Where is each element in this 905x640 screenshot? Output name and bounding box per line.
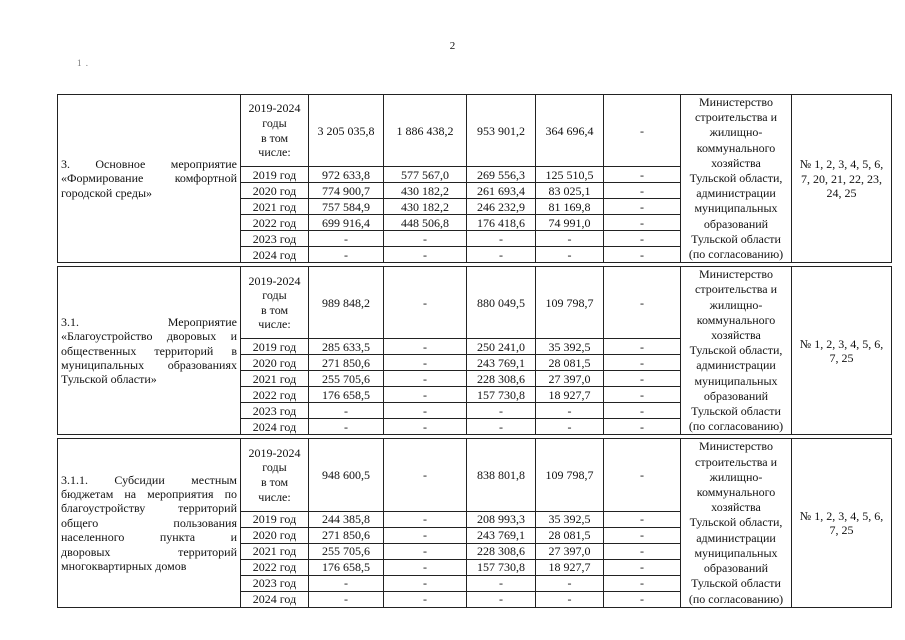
text-line: жилищно- xyxy=(709,297,763,312)
text-line: № 1, 2, 3, 4, 5, 6, xyxy=(799,157,884,172)
text-line: 2019-2024 xyxy=(248,445,301,460)
amount-cell: 35 392,5 xyxy=(536,339,604,355)
text-line: годы xyxy=(262,288,287,303)
text-line: годы xyxy=(262,460,287,475)
measure-name-line: городской среды» xyxy=(61,185,153,200)
amount-cell: - xyxy=(384,543,467,559)
amount-total: - xyxy=(604,439,681,511)
amount-cell: 774 900,7 xyxy=(309,183,384,199)
text-line: Министерство xyxy=(699,95,773,109)
amount-cell: - xyxy=(604,247,681,263)
year-label: 2020 год xyxy=(241,183,309,199)
amount-total: - xyxy=(604,95,681,167)
amount-total: - xyxy=(384,267,467,339)
amount-cell: - xyxy=(604,339,681,355)
amount-cell: - xyxy=(604,543,681,559)
measure-name-line: многоквартирных домов xyxy=(61,559,187,574)
amount-cell: 176 418,6 xyxy=(467,215,536,231)
amount-cell: 74 991,0 xyxy=(536,215,604,231)
amount-cell: 208 993,3 xyxy=(467,511,536,527)
amount-cell: 448 506,8 xyxy=(384,215,467,231)
year-label: 2023 год xyxy=(241,403,309,419)
amount-total: 3 205 035,8 xyxy=(309,95,384,167)
measure-name-line: благоустройству территорий xyxy=(61,501,237,516)
amount-total: - xyxy=(604,267,681,339)
amount-cell: - xyxy=(309,231,384,247)
measure-name xyxy=(58,439,241,607)
amount-cell: 27 397,0 xyxy=(536,543,604,559)
budget-table xyxy=(57,94,892,608)
amount-cell: 176 658,5 xyxy=(309,559,384,575)
amount-cell: - xyxy=(384,231,467,247)
amount-cell: - xyxy=(604,355,681,371)
amount-cell: 271 850,6 xyxy=(309,527,384,543)
text-line: коммунального xyxy=(696,312,776,327)
year-label: 2022 год xyxy=(241,387,309,403)
amount-cell: 28 081,5 xyxy=(536,527,604,543)
text-line: 24, 25 xyxy=(826,185,857,200)
amount-cell: - xyxy=(384,559,467,575)
amount-cell: - xyxy=(536,403,604,419)
year-label: 2021 год xyxy=(241,199,309,215)
year-label: 2024 год xyxy=(241,591,309,607)
measure-name xyxy=(58,95,241,263)
text-line: (по согласованию) xyxy=(688,419,784,434)
period-cell xyxy=(241,439,309,511)
amount-cell: - xyxy=(604,419,681,435)
text-line: Тульской области, xyxy=(689,515,783,530)
year-label: 2024 год xyxy=(241,419,309,435)
year-label: 2024 год xyxy=(241,247,309,263)
amount-cell: - xyxy=(536,419,604,435)
text-line: администрации xyxy=(696,186,776,201)
amount-cell: 243 769,1 xyxy=(467,527,536,543)
amount-cell: - xyxy=(467,591,536,607)
amount-cell: - xyxy=(384,387,467,403)
text-line: жилищно- xyxy=(709,125,763,140)
measure-name-line: 3. Основное мероприятие xyxy=(61,157,237,171)
amount-cell: 246 232,9 xyxy=(467,199,536,215)
amount-cell: - xyxy=(384,527,467,543)
executor-cell xyxy=(681,267,792,435)
amount-cell: - xyxy=(384,371,467,387)
amount-cell: 261 693,4 xyxy=(467,183,536,199)
text-line: муниципальных xyxy=(694,201,778,216)
amount-cell: - xyxy=(604,403,681,419)
amount-cell: 28 081,5 xyxy=(536,355,604,371)
measure-name-line: дворовых территорий xyxy=(61,544,237,559)
indicator-refs xyxy=(792,95,892,263)
text-line: Тульской области xyxy=(691,576,781,591)
text-line: администрации xyxy=(696,358,776,373)
amount-cell: 228 308,6 xyxy=(467,543,536,559)
text-line: 7, 25 xyxy=(829,350,854,365)
text-line: хозяйства xyxy=(711,328,761,343)
amount-cell: 125 510,5 xyxy=(536,167,604,183)
text-line: Министерство xyxy=(699,267,773,282)
amount-total: 953 901,2 xyxy=(467,95,536,167)
amount-cell: - xyxy=(604,215,681,231)
text-line: администрации xyxy=(696,530,776,545)
text-line: годы xyxy=(262,116,287,131)
amount-cell: 430 182,2 xyxy=(384,183,467,199)
amount-cell: - xyxy=(604,167,681,183)
text-line: хозяйства xyxy=(711,155,761,170)
text-line: № 1, 2, 3, 4, 5, 6, xyxy=(799,336,884,351)
year-label: 2022 год xyxy=(241,559,309,575)
amount-cell: - xyxy=(384,575,467,591)
text-line: Тульской области xyxy=(691,404,781,419)
text-line: 2019-2024 xyxy=(248,101,301,116)
text-line: № 1, 2, 3, 4, 5, 6, xyxy=(799,508,884,523)
amount-total: - xyxy=(384,439,467,511)
executor-cell xyxy=(681,439,792,607)
amount-cell: - xyxy=(536,247,604,263)
period-cell xyxy=(241,267,309,339)
amount-cell: - xyxy=(309,419,384,435)
amount-cell: - xyxy=(536,231,604,247)
amount-cell: 255 705,6 xyxy=(309,371,384,387)
amount-cell: - xyxy=(467,575,536,591)
text-line: числе: xyxy=(258,489,291,504)
indicator-refs xyxy=(792,439,892,607)
amount-cell: - xyxy=(604,575,681,591)
amount-cell: - xyxy=(467,231,536,247)
year-label: 2021 год xyxy=(241,371,309,387)
amount-cell: 18 927,7 xyxy=(536,559,604,575)
amount-total: 948 600,5 xyxy=(309,439,384,511)
amount-cell: 27 397,0 xyxy=(536,371,604,387)
text-line: строительства и xyxy=(695,454,777,469)
amount-cell: 18 927,7 xyxy=(536,387,604,403)
amount-cell: - xyxy=(604,591,681,607)
amount-cell: - xyxy=(384,403,467,419)
amount-cell: - xyxy=(384,419,467,435)
text-line: 7, 20, 21, 22, 23, xyxy=(801,171,882,186)
text-line: Министерство xyxy=(699,439,773,454)
amount-cell: - xyxy=(604,387,681,403)
year-label: 2021 год xyxy=(241,543,309,559)
amount-cell: - xyxy=(309,403,384,419)
amount-cell: 250 241,0 xyxy=(467,339,536,355)
text-line: муниципальных xyxy=(694,545,778,560)
text-line: 7, 25 xyxy=(829,523,854,538)
text-line: в том xyxy=(260,475,289,490)
year-label: 2020 год xyxy=(241,527,309,543)
amount-cell: - xyxy=(536,591,604,607)
amount-cell: 243 769,1 xyxy=(467,355,536,371)
amount-cell: - xyxy=(384,511,467,527)
amount-cell: - xyxy=(467,247,536,263)
amount-cell: 430 182,2 xyxy=(384,199,467,215)
amount-cell: 81 169,8 xyxy=(536,199,604,215)
text-line: в том xyxy=(260,130,289,145)
measure-name-line: населенного пункта и xyxy=(61,530,237,545)
text-line: образований xyxy=(703,388,769,403)
amount-cell: - xyxy=(604,559,681,575)
text-line: образований xyxy=(703,561,769,576)
indicator-refs xyxy=(792,267,892,435)
amount-cell: 244 385,8 xyxy=(309,511,384,527)
year-label: 2022 год xyxy=(241,215,309,231)
text-line: числе: xyxy=(258,317,291,332)
text-line: Тульской области xyxy=(691,231,781,246)
amount-total: 838 801,8 xyxy=(467,439,536,511)
text-line: в том xyxy=(260,302,289,317)
amount-cell: 577 567,0 xyxy=(384,167,467,183)
measure-name xyxy=(58,267,241,435)
text-line: хозяйства xyxy=(711,500,761,515)
amount-total: 364 696,4 xyxy=(536,95,604,167)
measure-name-line: общего пользования xyxy=(61,515,237,530)
amount-cell: - xyxy=(604,231,681,247)
amount-cell: 157 730,8 xyxy=(467,387,536,403)
amount-total: 989 848,2 xyxy=(309,267,384,339)
measure-name-line: бюджетам на мероприятия по xyxy=(61,487,237,502)
amount-cell: - xyxy=(604,371,681,387)
amount-cell: - xyxy=(309,591,384,607)
year-label: 2019 год xyxy=(241,167,309,183)
amount-cell: 35 392,5 xyxy=(536,511,604,527)
amount-cell: 757 584,9 xyxy=(309,199,384,215)
amount-cell: 269 556,3 xyxy=(467,167,536,183)
text-line: жилищно- xyxy=(709,469,763,484)
amount-total: 109 798,7 xyxy=(536,439,604,511)
measure-name-line: 3.1. Мероприятие xyxy=(61,314,237,329)
measure-name-line: «Формирование комфортной xyxy=(61,171,237,186)
amount-total: 109 798,7 xyxy=(536,267,604,339)
amount-cell: - xyxy=(309,247,384,263)
year-label: 2019 год xyxy=(241,511,309,527)
year-label: 2019 год xyxy=(241,339,309,355)
section-row xyxy=(58,267,892,339)
amount-cell: - xyxy=(467,403,536,419)
amount-cell: - xyxy=(384,339,467,355)
text-line: муниципальных xyxy=(694,373,778,388)
amount-cell: 699 916,4 xyxy=(309,215,384,231)
text-line: (по согласованию) xyxy=(688,247,784,262)
text-line: коммунального xyxy=(696,485,776,500)
amount-cell: 228 308,6 xyxy=(467,371,536,387)
amount-cell: 157 730,8 xyxy=(467,559,536,575)
measure-name-line: Тульской области» xyxy=(61,372,157,387)
amount-cell: 255 705,6 xyxy=(309,543,384,559)
amount-cell: - xyxy=(384,247,467,263)
section-row xyxy=(58,95,892,167)
text-line: 2019-2024 xyxy=(248,273,301,288)
period-cell xyxy=(241,95,309,167)
scan-mark: 1 . xyxy=(77,58,89,68)
measure-name-line: «Благоустройство дворовых и xyxy=(61,329,237,344)
text-line: Тульской области, xyxy=(689,343,783,358)
amount-cell: - xyxy=(384,591,467,607)
page-number: 2 xyxy=(449,40,456,52)
section-row xyxy=(58,439,892,511)
amount-cell: - xyxy=(309,575,384,591)
amount-cell: - xyxy=(536,575,604,591)
text-line: строительства и xyxy=(695,110,777,125)
amount-cell: - xyxy=(604,511,681,527)
amount-cell: - xyxy=(467,419,536,435)
year-label: 2020 год xyxy=(241,355,309,371)
year-label: 2023 год xyxy=(241,575,309,591)
amount-cell: 271 850,6 xyxy=(309,355,384,371)
amount-total: 880 049,5 xyxy=(467,267,536,339)
amount-total: 1 886 438,2 xyxy=(384,95,467,167)
amount-cell: - xyxy=(604,183,681,199)
executor-cell xyxy=(681,95,792,263)
amount-cell: - xyxy=(384,355,467,371)
amount-cell: - xyxy=(604,527,681,543)
measure-name-line: общественных территорий в xyxy=(61,343,237,358)
text-line: числе: xyxy=(258,145,291,160)
text-line: Тульской области, xyxy=(689,171,783,186)
text-line: (по согласованию) xyxy=(688,591,784,606)
year-label: 2023 год xyxy=(241,231,309,247)
text-line: коммунального xyxy=(696,140,776,155)
amount-cell: 83 025,1 xyxy=(536,183,604,199)
measure-name-line: муниципальных образованиях xyxy=(61,358,237,373)
measure-name-line: 3.1.1. Субсидии местным xyxy=(61,472,237,487)
amount-cell: 285 633,5 xyxy=(309,339,384,355)
amount-cell: 176 658,5 xyxy=(309,387,384,403)
amount-cell: 972 633,8 xyxy=(309,167,384,183)
text-line: образований xyxy=(703,216,769,231)
amount-cell: - xyxy=(604,199,681,215)
text-line: строительства и xyxy=(695,282,777,297)
